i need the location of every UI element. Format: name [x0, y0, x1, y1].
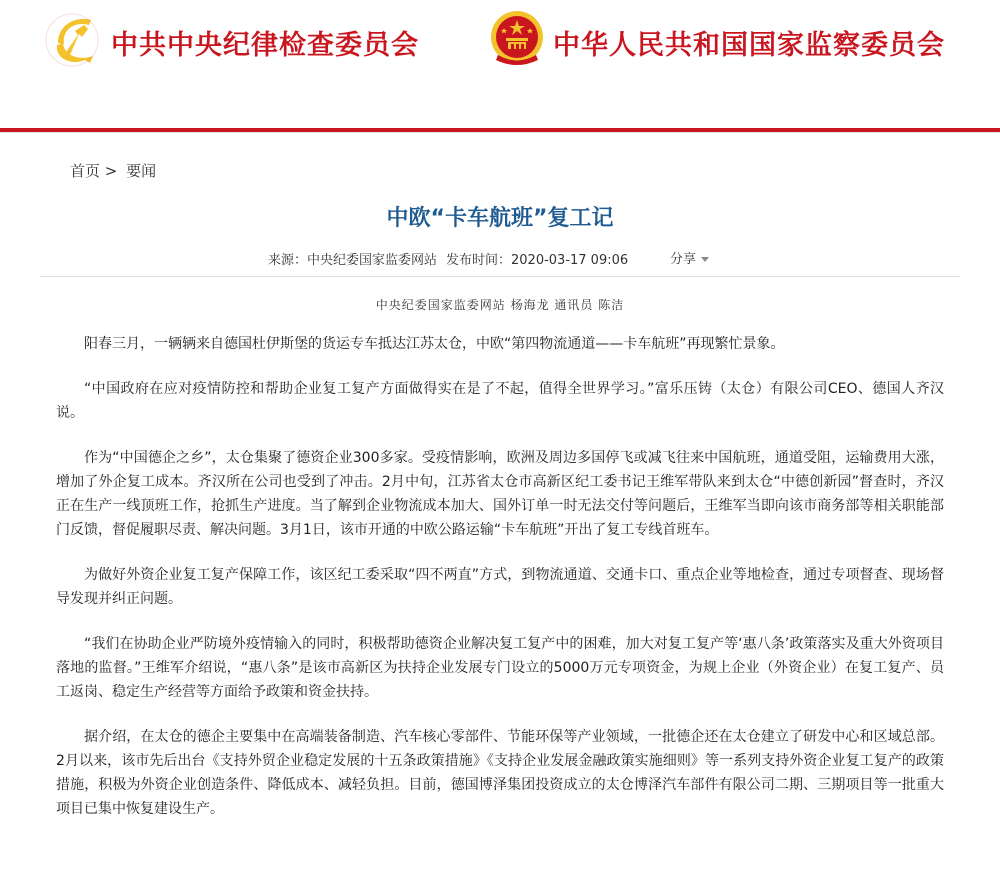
nsc-name: 中华人民共和国国家监察委员会: [553, 30, 945, 61]
breadcrumb-current-link[interactable]: 要闻: [126, 162, 157, 180]
article-source: 来源：中央纪委国家监委网站: [268, 253, 438, 268]
header-shadow-line: [0, 132, 1000, 133]
article-publish-time: 发布时间：2020-03-17 09:06: [446, 253, 629, 268]
article-paragraph: “我们在协助企业严防境外疫情输入的同时，积极帮助德资企业解决复工复产中的困难，加大对复工复产等‘惠八条’政策落实及重大外资项目落地的监督。”王维军介绍说，“惠八条”是该市高新区为扶持企业发展专门设立的5000万元专项资金，为规上企业（外资企业）在复工复产、员工返岗、稳定生产经营等方面给予政策和资金扶持。: [56, 636, 944, 700]
breadcrumb-home-link[interactable]: 首页: [70, 162, 101, 180]
meta-divider: [40, 276, 960, 277]
national-emblem-icon[interactable]: [486, 8, 548, 70]
article-paragraph: 为做好外资企业复工复产保障工作，该区纪工委采取“四不两直”方式，到物流通道、交通卡口、重点企业等地检查，通过专项督查、现场督导发现并纠正问题。: [56, 567, 944, 607]
article-body: [56, 332, 944, 842]
share-label: 分享: [670, 252, 697, 267]
article-paragraph: 据介绍，在太仓的德企主要集中在高端装备制造、汽车核心零部件、节能环保等产业领域，一批德企还在太仓建立了研发中心和区域总部。2月以来，该市先后出台《支持外贸企业稳定发展的十五条政策措施》《支持企业发展金融政策实施细则》等一系列支持外资企业复工复产的政策措施，积极为外资企业创造条件、降低成本、减轻负担。目前，德国博泽集团投资成立的太仓博泽汽车部件有限公司二期、三期项目等一批重大项目已集中恢复建设生产。: [56, 729, 944, 817]
ccdi-name: 中共中央纪律检查委员会: [111, 30, 419, 61]
chevron-down-icon: [701, 257, 709, 262]
party-emblem-icon[interactable]: [44, 12, 100, 68]
share-button[interactable]: [670, 251, 709, 269]
site-header: [0, 0, 1000, 128]
breadcrumb-separator: >: [104, 162, 118, 180]
breadcrumb: [70, 160, 156, 182]
article-paragraph: “中国政府在应对疫情防控和帮助企业复工复产方面做得实在是了不起，值得全世界学习。”富乐压铸（太仓）有限公司CEO、德国人齐汉说。: [56, 381, 944, 421]
article-title: 中欧“卡车航班”复工记: [386, 206, 614, 231]
article-paragraph: 作为“中国德企之乡”，太仓集聚了德资企业300多家。受疫情影响，欧洲及周边多国停飞或减飞往来中国航班，通道受阻，运输费用大涨，增加了外企复工成本。齐汉所在公司也受到了冲击。2月中旬，江苏省太仓市高新区纪工委书记王维军带队来到太仓“中德创新园”督查时，齐汉正在生产一线顶班工作，抢抓生产进度。当了解到企业物流成本加大、国外订单一时无法交付等问题后，王维军当即向该市商务部等相关职能部门反馈，督促履职尽责、解决问题。3月1日，该市开通的中欧公路运输“卡车航班”开出了复工专线首班车。: [56, 450, 944, 538]
article-byline: 中央纪委国家监委网站 杨海龙 通讯员 陈洁: [375, 298, 625, 312]
article-paragraph: 阳春三月，一辆辆来自德国杜伊斯堡的货运专车抵达江苏太仓，中欧“第四物流通道——卡车航班”再现繁忙景象。: [84, 336, 785, 352]
